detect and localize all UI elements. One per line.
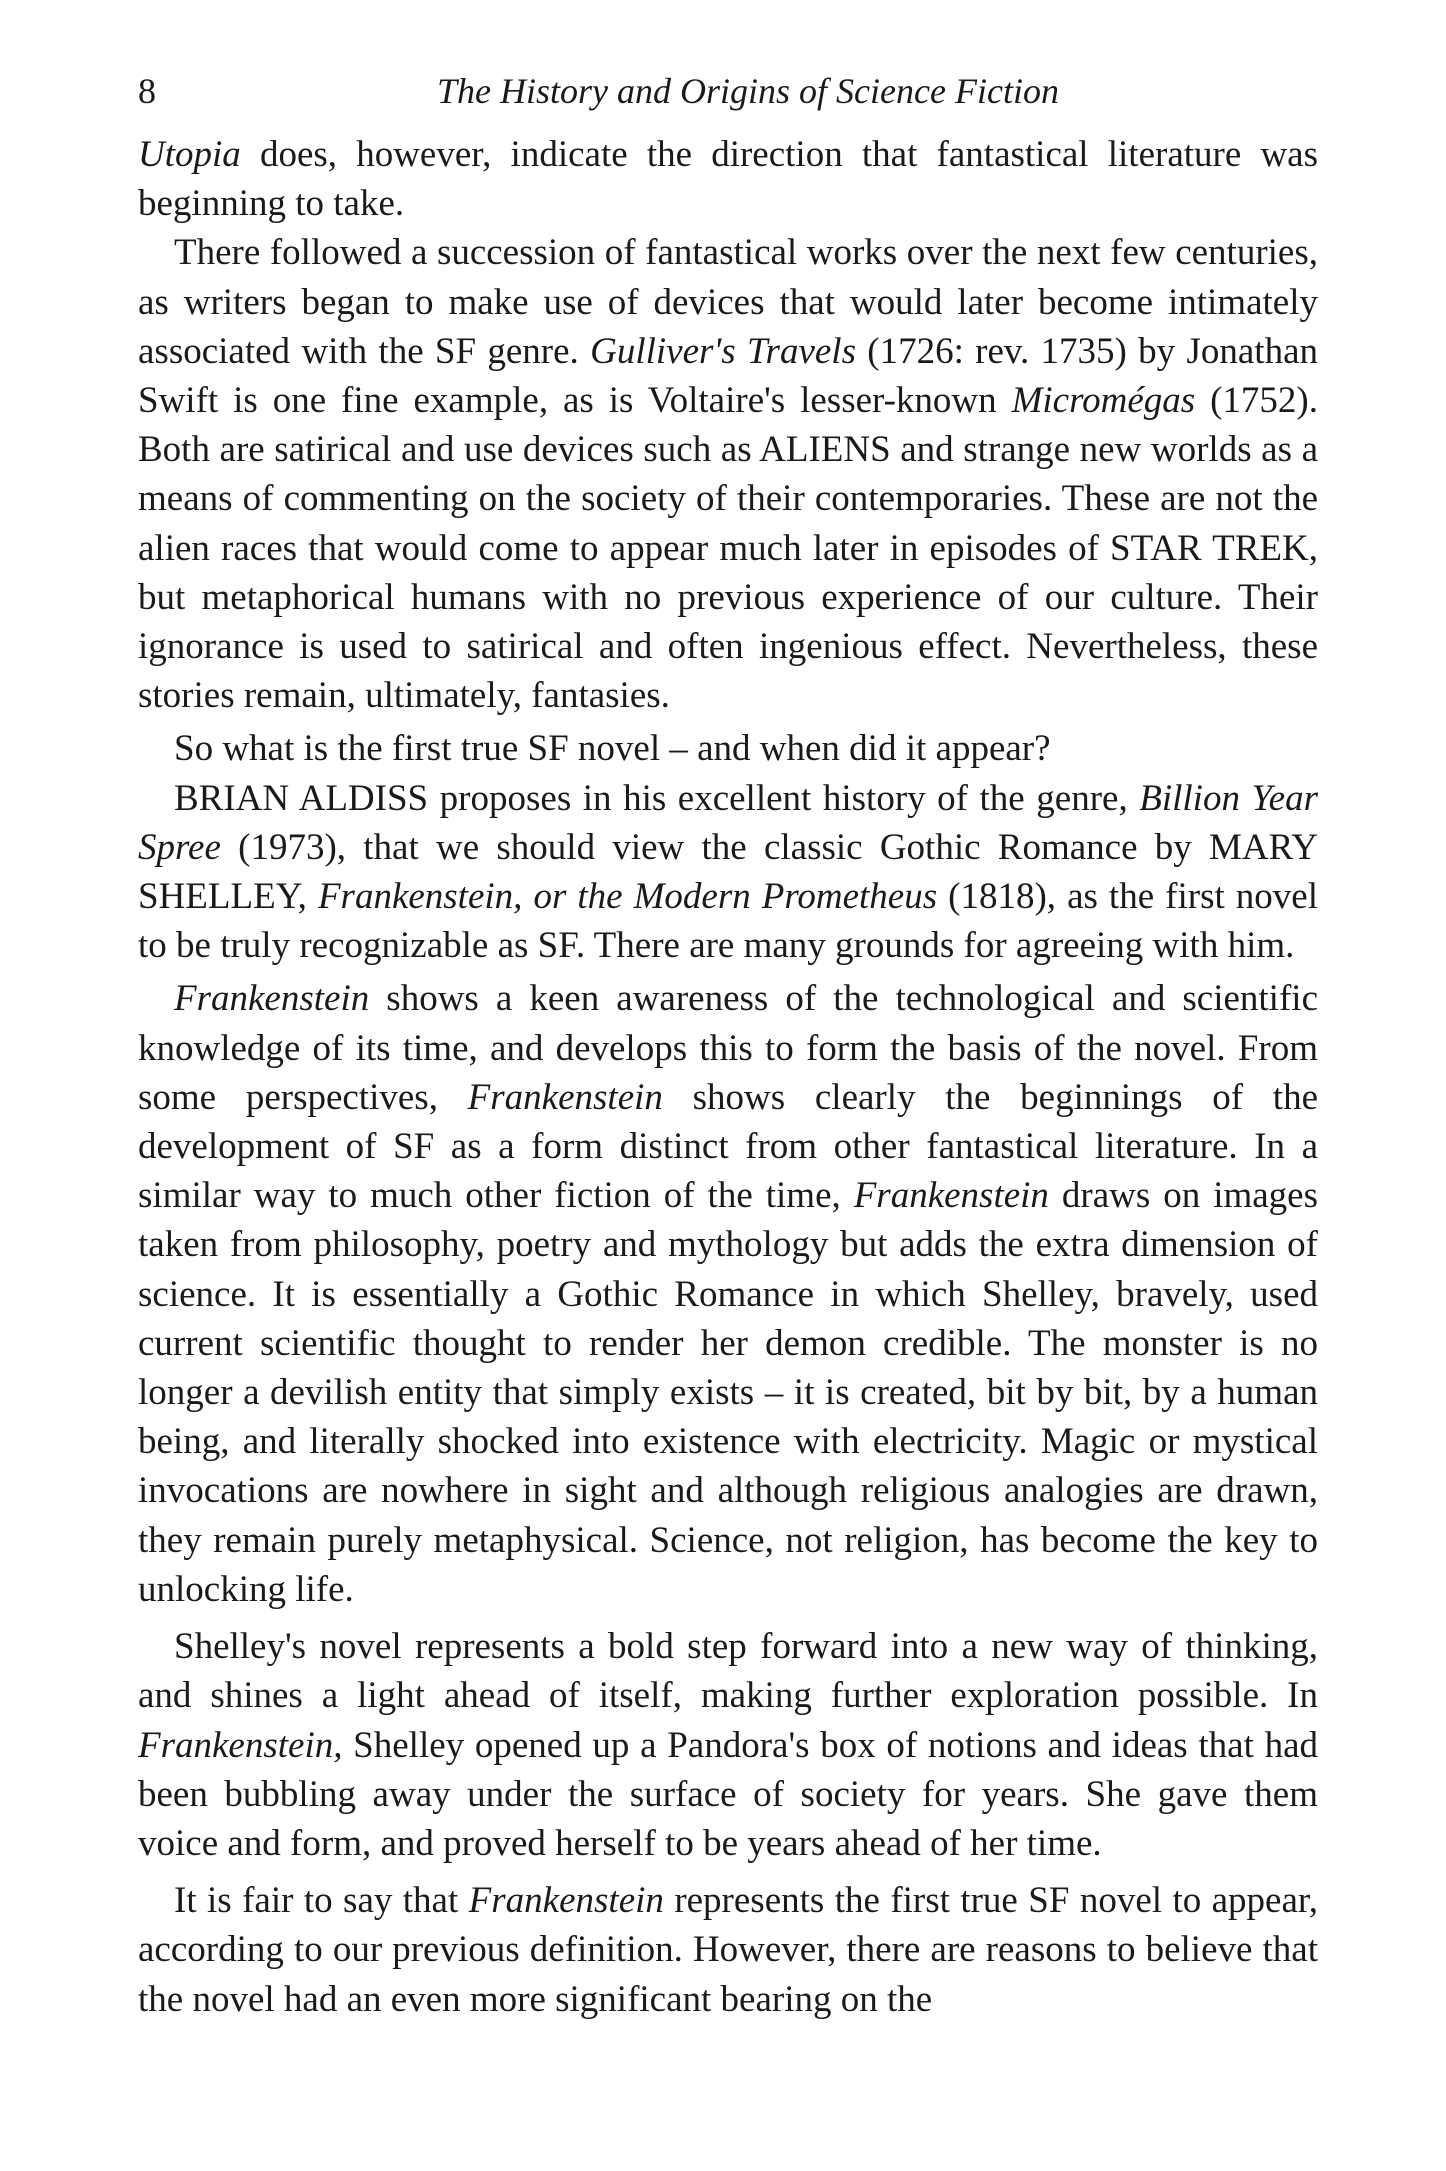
italic-title: Gulliver's Travels <box>590 330 856 372</box>
text-run: There followed a succession of fantastical works over the next few centuries, as writers began to make use of devices that would later become intimately associated with the SF genre. <box>138 232 1318 372</box>
paragraph-4 <box>138 774 1318 971</box>
italic-title: Frankenstein <box>174 978 370 1020</box>
text-run: Shelley opened up a Pandora's box of notions and ideas that had been bubbling away under the surface of society for years. She gave them voice and form, and proved herself to be years ahead of her time. <box>138 1724 1318 1864</box>
text-run: BRIAN ALDISS proposes in his excellent history of the genre, <box>174 777 1140 819</box>
text-run: shows a keen awareness of the technological and scientific knowledge of its time, and develops this to form the basis of the novel. From some perspectives, <box>138 978 1318 1118</box>
italic-title: Micromégas <box>1011 380 1196 422</box>
text-run: (1973), that we should view the classic Gothic Romance by MARY SHELLEY, <box>138 826 1318 918</box>
paragraph-7 <box>138 1876 1318 2024</box>
italic-title: Frankenstein <box>853 1175 1049 1217</box>
italic-title: Frankenstein, or the Modern Prometheus <box>317 876 938 918</box>
text-run: (1752). Both are satirical and use devices such as ALIENS and strange new worlds as a means of commenting on the society of their contemporaries. These are not the alien races that would come to appear much later in episodes of STAR TREK, but metaphorical humans with no previous experience of our culture. Their ignorance is used to satirical and often ingenious effect. Nevertheless, these stories remain, ultimately, fantasies. <box>138 380 1318 717</box>
italic-title: Utopia <box>138 134 241 175</box>
paragraph-1 <box>138 130 1318 228</box>
paragraph-2 <box>138 228 1318 720</box>
paragraph-6 <box>138 1622 1318 1868</box>
page-number: 8 <box>138 71 156 111</box>
body-text <box>138 130 1318 2024</box>
text-run: Shelley's novel represents a bold step forward into a new way of thinking, and shines a light ahead of itself, making further exploration possible. In <box>138 1626 1318 1717</box>
book-title: The History and Origins of Science Fiction <box>437 71 1059 111</box>
running-head <box>138 70 1318 130</box>
text-run: draws on images taken from philosophy, poetry and mythology but adds the extra dimension of science. It is essentially a Gothic Romance in which Shelley, bravely, used current scientific thought to render her demon credible. The monster is no longer a devilish entity that simply exists – it is created, bit by bit, by a human being, and literally shocked into existence with electricity. Magic or mystical invocations are nowhere in sight and although religious analogies are drawn, they remain purely metaphysical. Science, not religion, has become the key to unlocking life. <box>138 1175 1318 1610</box>
italic-title: Frankenstein <box>468 1880 664 1922</box>
text-run: represents the first true SF novel to appear, according to our previous definition. However, there are reasons to believe that the novel had an even more significant bearing on the <box>138 1880 1318 2020</box>
italic-title: Frankenstein, <box>138 1724 343 1766</box>
paragraph-3 <box>138 724 1318 773</box>
italic-title: Billion Year Spree <box>138 777 1318 868</box>
text-run: (1818), as the first novel to be truly recognizable as SF. There are many grounds for agreeing with him. <box>138 876 1318 967</box>
text-run: shows clearly the beginnings of the development of SF as a form distinct from other fantastical literature. In a similar way to much other fiction of the time, <box>138 1076 1318 1217</box>
text-run: (1726: rev. 1735) by Jonathan Swift is one fine example, as is Voltaire's lesser-known <box>138 330 1318 422</box>
text-run: does, however, indicate the direction that fantastical literature was beginning to take. <box>138 134 1318 225</box>
book-page <box>138 70 1318 2024</box>
paragraph-5 <box>138 974 1318 1614</box>
text-run: It is fair to say that <box>174 1880 469 1922</box>
italic-title: Frankenstein <box>467 1076 663 1118</box>
text-run: So what is the first true SF novel – and when did it appear? <box>174 728 1051 770</box>
